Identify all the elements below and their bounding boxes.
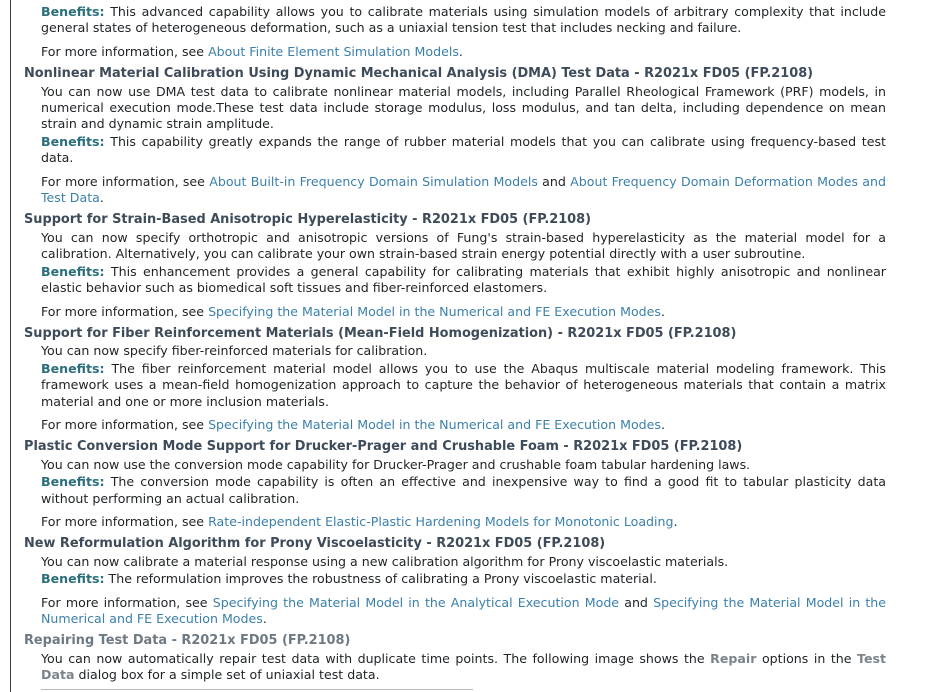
doc-link[interactable]: Rate-independent Elastic-Plastic Hardening Models for Monotonic Loading xyxy=(208,513,674,529)
release-note-section xyxy=(24,536,912,627)
text-run: dialog box for a simple set of uniaxial test data. xyxy=(74,667,380,683)
release-note-section xyxy=(24,439,912,530)
text-run: You can now automatically repair test data with duplicate time points. The following image shows the xyxy=(41,650,711,666)
text-run: . xyxy=(673,513,678,529)
text-run: . xyxy=(262,611,267,626)
section-heading: Support for Strain-Based Anisotropic Hyperelasticity - R2021x FD05 (FP.2108) xyxy=(24,212,592,228)
body-paragraph xyxy=(41,457,886,473)
text-run: The reformulation improves the robustness of calibrating a Prony viscoelastic material. xyxy=(104,571,657,587)
body-paragraph xyxy=(41,84,886,133)
text-run: The conversion mode capability is often an effective and inexpensive way to find a good fit to tabular plasticity data without performing an actual calibration. xyxy=(41,474,886,506)
benefits-label: Benefits: xyxy=(41,474,105,490)
more-info-paragraph xyxy=(41,417,886,433)
text-run: For more information, see xyxy=(41,513,209,529)
text-run: . xyxy=(661,416,666,432)
benefits-label: Benefits: xyxy=(41,133,105,149)
doc-link[interactable]: Specifying the Material Model in the Numerical and FE Execution Modes xyxy=(41,594,887,626)
doc-link[interactable]: About Built-in Frequency Domain Simulation Models xyxy=(209,173,538,189)
text-run: options in the xyxy=(756,650,858,666)
text-run: . xyxy=(458,43,463,59)
text-run: You can now calibrate a material response using a new calibration algorithm for Prony viscoelastic materials. xyxy=(41,553,729,569)
benefits-paragraph xyxy=(41,134,886,167)
text-run: . xyxy=(99,190,104,206)
doc-link[interactable]: About Finite Element Simulation Models xyxy=(208,43,459,59)
release-note-section xyxy=(24,326,912,433)
text-run: For more information, see xyxy=(41,594,213,610)
body-paragraph xyxy=(41,230,886,263)
ui-element-reference: Repair xyxy=(710,650,757,666)
benefits-label: Benefits: xyxy=(41,263,105,279)
more-info-paragraph xyxy=(41,514,886,530)
benefits-paragraph xyxy=(41,361,886,410)
benefits-label: Benefits: xyxy=(41,4,105,19)
doc-link[interactable]: Specifying the Material Model in the Analytical Execution Mode xyxy=(212,594,620,610)
benefits-paragraph xyxy=(41,4,886,37)
text-run: and xyxy=(537,173,571,189)
body-paragraph xyxy=(41,554,886,570)
release-note-section xyxy=(24,633,912,683)
ui-element-reference: Test Data xyxy=(41,650,887,683)
text-run: and xyxy=(619,594,654,610)
text-run: You can now use DMA test data to calibrate nonlinear material models, including Parallel Rheological Framework (PRF) models, in numerical execution mode.These test data include storage modulus, loss modulus, and tan delta, including dependence on mean strain and dynamic strain amplitude. xyxy=(41,83,886,132)
section-heading: Support for Fiber Reinforcement Materials (Mean-Field Homogenization) - R2021x FD05 (FP.2108) xyxy=(24,325,737,341)
more-info-paragraph xyxy=(41,44,886,60)
content-left-border xyxy=(10,0,11,692)
text-run: The fiber reinforcement material model allows you to use the Abaqus multiscale material modeling framework. This framework uses a mean-field homogenization approach to capture the behavior of heterogeneous materials that contain a matrix material and one or more inclusion materials. xyxy=(41,360,886,409)
text-run: For more information, see xyxy=(41,43,209,59)
more-info-paragraph xyxy=(41,304,886,320)
more-info-paragraph xyxy=(41,595,886,628)
text-run: You can now specify orthotropic and anisotropic versions of Fung's strain-based hyperelasticity as the material model for a calibration. Alternatively, you can calibrate your own strain-based strain energy potential directly with a user subroutine. xyxy=(41,229,886,262)
doc-link[interactable]: About Frequency Domain Deformation Modes and Test Data xyxy=(41,173,886,206)
section-heading: New Reformulation Algorithm for Prony Viscoelasticity - R2021x FD05 (FP.2108) xyxy=(24,536,606,552)
more-info-paragraph xyxy=(41,174,886,207)
release-note-section xyxy=(24,212,912,319)
text-run: You can now use the conversion mode capability for Drucker-Prager and crushable foam tabular hardening laws. xyxy=(41,456,751,472)
doc-link[interactable]: Specifying the Material Model in the Numerical and FE Execution Modes xyxy=(208,303,661,319)
text-run: This advanced capability allows you to calibrate materials using simulation models of arbitrary complexity that include general states of heterogeneous deformation, such as a uniaxial tension test that includes necking and failure. xyxy=(41,4,886,36)
text-run: You can now specify fiber-reinforced materials for calibration. xyxy=(41,343,428,359)
text-run: For more information, see xyxy=(41,416,209,432)
text-run: This capability greatly expands the range of rubber material models that you can calibrate using frequency-based test data. xyxy=(41,133,886,166)
benefits-paragraph xyxy=(41,571,886,587)
embedded-image-top-edge xyxy=(41,689,473,690)
text-run: For more information, see xyxy=(41,303,209,319)
benefits-label: Benefits: xyxy=(41,571,105,587)
body-paragraph xyxy=(41,651,886,684)
text-run: This enhancement provides a general capability for calibrating materials that exhibit highly anisotropic and nonlinear elastic behavior such as biomedical soft tissues and fiber-reinforced elastomers. xyxy=(41,263,886,296)
benefits-label: Benefits: xyxy=(41,360,105,376)
benefits-paragraph xyxy=(41,264,886,297)
text-run: . xyxy=(661,303,666,319)
text-run: For more information, see xyxy=(41,173,210,189)
release-note-section xyxy=(24,66,912,206)
section-heading: Repairing Test Data - R2021x FD05 (FP.2108) xyxy=(24,633,351,649)
release-note-section xyxy=(24,4,912,60)
section-heading: Plastic Conversion Mode Support for Drucker-Prager and Crushable Foam - R2021x FD05 (FP.2108) xyxy=(24,439,743,455)
section-heading: Nonlinear Material Calibration Using Dynamic Mechanical Analysis (DMA) Test Data - R2021x FD05 (FP.2108) xyxy=(24,66,814,82)
doc-link[interactable]: Specifying the Material Model in the Numerical and FE Execution Modes xyxy=(208,416,661,432)
benefits-paragraph xyxy=(41,474,886,507)
body-paragraph xyxy=(41,343,886,359)
